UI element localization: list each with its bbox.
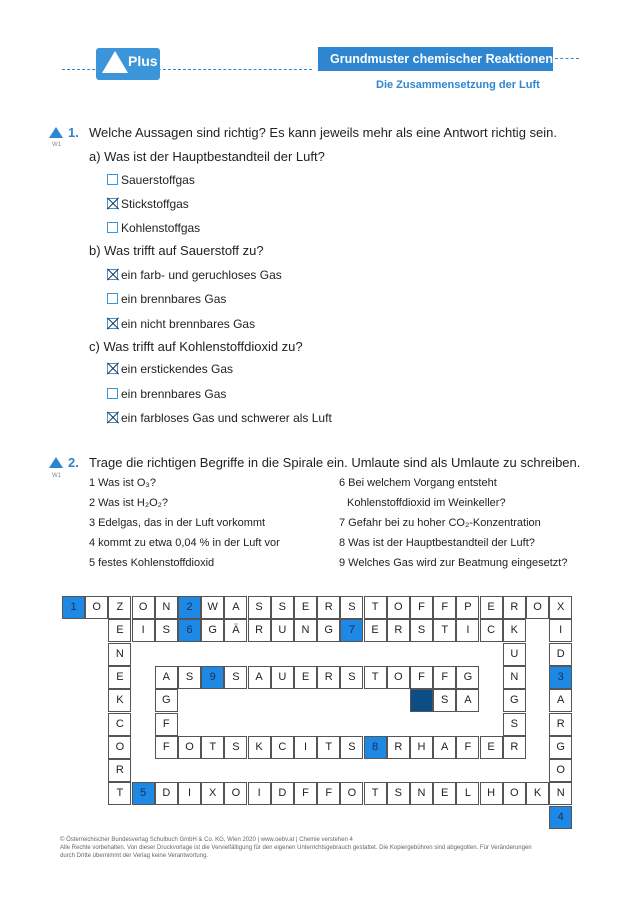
grid-cell[interactable]: O [387, 666, 410, 689]
task1-question: Welche Aussagen sind richtig? Es kann jeweils mehr als eine Antwort richtig sein. [89, 125, 557, 140]
checkbox-checked[interactable] [107, 198, 118, 209]
grid-cell[interactable]: F [155, 713, 178, 736]
grid-cell[interactable]: R [503, 736, 526, 759]
option-a1[interactable]: Sauerstoffgas [107, 173, 195, 187]
grid-cell[interactable]: X [549, 596, 572, 619]
grid-cell[interactable]: A [155, 666, 178, 689]
grid-cell[interactable]: D [155, 782, 178, 805]
grid-number-cell[interactable]: 2 [178, 596, 201, 619]
grid-number-cell[interactable]: 9 [201, 666, 224, 689]
grid-number-cell[interactable]: 6 [178, 619, 201, 642]
grid-number-cell[interactable]: 4 [549, 806, 572, 829]
grid-cell[interactable]: O [503, 782, 526, 805]
grid-cell[interactable]: C [271, 736, 294, 759]
grid-cell[interactable]: F [456, 736, 479, 759]
grid-cell[interactable]: G [456, 666, 479, 689]
grid-cell[interactable]: O [178, 736, 201, 759]
clue-7: 7 Gefahr bei zu hoher CO₂-Konzentration [339, 517, 541, 529]
checkbox[interactable] [107, 174, 118, 185]
grid-cell[interactable]: F [155, 736, 178, 759]
grid-cell[interactable]: S [340, 666, 363, 689]
grid-cell[interactable]: F [410, 596, 433, 619]
grid-cell[interactable]: O [549, 759, 572, 782]
grid-cell[interactable]: T [364, 596, 387, 619]
grid-cell[interactable]: O [224, 782, 247, 805]
grid-cell[interactable]: E [433, 782, 456, 805]
grid-cell[interactable]: X [201, 782, 224, 805]
grid-cell[interactable]: G [503, 689, 526, 712]
option-b1[interactable]: ein farb- und geruchloses Gas [107, 268, 282, 282]
grid-cell[interactable]: O [85, 596, 108, 619]
grid-number-cell[interactable]: 8 [364, 736, 387, 759]
grid-number-cell[interactable]: 3 [549, 666, 572, 689]
grid-dark-cell[interactable] [410, 689, 433, 712]
grid-cell[interactable]: D [549, 643, 572, 666]
option-a2[interactable]: Stickstoffgas [107, 197, 189, 211]
grid-cell[interactable]: N [108, 643, 131, 666]
grid-cell[interactable]: O [132, 596, 155, 619]
option-b2[interactable]: ein brennbares Gas [107, 292, 226, 306]
checkbox-checked[interactable] [107, 318, 118, 329]
grid-cell[interactable]: S [410, 619, 433, 642]
grid-cell[interactable]: R [387, 619, 410, 642]
triangle-logo-icon [102, 51, 128, 73]
grid-cell[interactable]: E [108, 666, 131, 689]
grid-cell[interactable]: N [503, 666, 526, 689]
option-c2[interactable]: ein brennbares Gas [107, 387, 226, 401]
question-b: b) Was trifft auf Sauerstoff zu? [89, 243, 264, 258]
grid-cell[interactable]: R [317, 596, 340, 619]
checkbox[interactable] [107, 388, 118, 399]
grid-cell[interactable]: T [317, 736, 340, 759]
task2-triangle-icon [49, 457, 63, 468]
grid-cell[interactable]: I [178, 782, 201, 805]
grid-cell[interactable]: E [294, 666, 317, 689]
clue-3: 3 Edelgas, das in der Luft vorkommt [89, 517, 266, 529]
grid-cell[interactable]: A [248, 666, 271, 689]
grid-cell[interactable]: I [456, 619, 479, 642]
grid-cell[interactable]: W [201, 596, 224, 619]
footer-line-2: Alle Rechte vorbehalten. Von dieser Druckvorlage ist die Vervielfältigung für den eigenen Unterrichtsgebrauch gestattet. Die Kopiergebühren sind abgegolten. Für Veränderungen [60, 845, 532, 851]
grid-cell[interactable]: O [526, 596, 549, 619]
task1-triangle-icon [49, 127, 63, 138]
footer-line-3: durch Dritte übernimmt der Verlag keine Verantwortung. [60, 853, 209, 859]
checkbox-checked[interactable] [107, 412, 118, 423]
grid-cell[interactable]: F [433, 596, 456, 619]
footer [60, 836, 580, 860]
grid-cell[interactable]: E [294, 596, 317, 619]
grid-cell[interactable]: S [224, 736, 247, 759]
grid-cell[interactable]: K [108, 689, 131, 712]
clue-6-cont: Kohlenstoffdioxid im Weinkeller? [347, 497, 506, 509]
grid-cell[interactable]: G [155, 689, 178, 712]
grid-cell[interactable]: U [271, 666, 294, 689]
footer-line-1: © Österreichischer Bundesverlag Schulbuch GmbH & Co. KG, Wien 2020 | www.oebv.at | Chemie verstehen 4 [60, 837, 353, 843]
clue-8: 8 Was ist der Hauptbestandteil der Luft? [339, 537, 535, 549]
grid-cell[interactable]: C [480, 619, 503, 642]
grid-cell[interactable]: F [294, 782, 317, 805]
checkbox-checked[interactable] [107, 269, 118, 280]
logo-text: Plus [128, 53, 158, 69]
question-a: a) Was ist der Hauptbestandteil der Luft? [89, 149, 325, 164]
option-c3[interactable]: ein farbloses Gas und schwerer als Luft [107, 411, 332, 425]
grid-cell[interactable]: A [549, 689, 572, 712]
grid-cell[interactable]: E [480, 736, 503, 759]
grid-cell[interactable]: I [549, 619, 572, 642]
grid-cell[interactable]: S [340, 736, 363, 759]
grid-cell[interactable]: N [155, 596, 178, 619]
grid-cell[interactable]: H [480, 782, 503, 805]
grid-cell[interactable]: G [317, 619, 340, 642]
grid-cell[interactable]: O [108, 736, 131, 759]
grid-cell[interactable]: E [108, 619, 131, 642]
question-c: c) Was trifft auf Kohlenstoffdioxid zu? [89, 339, 303, 354]
grid-cell[interactable]: S [433, 689, 456, 712]
grid-cell[interactable]: T [201, 736, 224, 759]
clue-4: 4 kommt zu etwa 0,04 % in der Luft vor [89, 537, 280, 549]
grid-cell[interactable]: F [317, 782, 340, 805]
grid-cell[interactable]: Ä [224, 619, 247, 642]
option-c1[interactable]: ein erstickendes Gas [107, 362, 233, 376]
grid-cell[interactable]: Z [108, 596, 131, 619]
clue-2: 2 Was ist H₂O₂? [89, 497, 169, 509]
grid-cell[interactable]: I [248, 782, 271, 805]
grid-number-cell[interactable]: 5 [132, 782, 155, 805]
grid-cell[interactable]: D [271, 782, 294, 805]
grid-cell[interactable]: R [549, 713, 572, 736]
grid-cell[interactable]: S [271, 596, 294, 619]
grid-cell[interactable]: O [340, 782, 363, 805]
grid-cell[interactable]: U [271, 619, 294, 642]
subchapter-title: Die Zusammensetzung der Luft [376, 79, 540, 91]
checkbox[interactable] [107, 293, 118, 304]
grid-cell[interactable]: T [433, 619, 456, 642]
grid-cell[interactable]: S [224, 666, 247, 689]
grid-cell[interactable]: R [387, 736, 410, 759]
grid-cell[interactable]: R [317, 666, 340, 689]
grid-cell[interactable]: K [248, 736, 271, 759]
grid-cell[interactable]: N [294, 619, 317, 642]
task1-tag: W1 [52, 142, 61, 148]
task2-question: Trage die richtigen Begriffe in die Spirale ein. Umlaute sind als Umlaute zu schreiben. [89, 455, 581, 470]
grid-cell[interactable]: R [108, 759, 131, 782]
grid-cell[interactable]: A [433, 736, 456, 759]
header-dash-right [555, 58, 579, 59]
grid-cell[interactable]: E [480, 596, 503, 619]
grid-cell[interactable]: R [248, 619, 271, 642]
option-b3[interactable]: ein nicht brennbares Gas [107, 317, 255, 331]
grid-cell[interactable]: S [387, 782, 410, 805]
grid-cell[interactable]: F [410, 666, 433, 689]
grid-cell[interactable]: A [456, 689, 479, 712]
grid-cell[interactable]: C [108, 713, 131, 736]
grid-cell[interactable]: P [456, 596, 479, 619]
task2-tag: W1 [52, 473, 61, 479]
grid-cell[interactable]: L [456, 782, 479, 805]
grid-cell[interactable]: S [503, 713, 526, 736]
checkbox-checked[interactable] [107, 363, 118, 374]
clue-5: 5 festes Kohlenstoffdioxid [89, 557, 215, 569]
option-a3[interactable]: Kohlenstoffgas [107, 221, 200, 235]
grid-cell[interactable]: E [364, 619, 387, 642]
clue-6: 6 Bei welchem Vorgang entsteht [339, 477, 497, 489]
grid-cell[interactable]: T [108, 782, 131, 805]
grid-cell[interactable]: S [155, 619, 178, 642]
clue-1: 1 Was ist O₃? [89, 477, 157, 489]
grid-cell[interactable]: K [526, 782, 549, 805]
grid-cell[interactable]: O [387, 596, 410, 619]
task1-number: 1. [68, 125, 79, 140]
checkbox[interactable] [107, 222, 118, 233]
grid-cell[interactable]: N [549, 782, 572, 805]
grid-cell[interactable]: T [364, 666, 387, 689]
grid-cell[interactable]: F [433, 666, 456, 689]
grid-cell[interactable]: H [410, 736, 433, 759]
grid-cell[interactable]: S [178, 666, 201, 689]
grid-cell[interactable]: R [503, 596, 526, 619]
grid-cell[interactable]: K [503, 619, 526, 642]
grid-cell[interactable]: I [294, 736, 317, 759]
grid-cell[interactable]: I [132, 619, 155, 642]
grid-cell[interactable]: N [410, 782, 433, 805]
grid-cell[interactable]: G [549, 736, 572, 759]
chapter-title: Grundmuster chemischer Reaktionen [330, 52, 553, 66]
grid-cell[interactable]: G [201, 619, 224, 642]
grid-cell[interactable]: T [364, 782, 387, 805]
grid-cell[interactable]: S [248, 596, 271, 619]
grid-cell[interactable]: S [340, 596, 363, 619]
grid-cell[interactable]: U [503, 643, 526, 666]
grid-cell[interactable]: A [224, 596, 247, 619]
grid-number-cell[interactable]: 7 [340, 619, 363, 642]
clue-9: 9 Welches Gas wird zur Beatmung eingesetzt? [339, 557, 568, 569]
task2-number: 2. [68, 455, 79, 470]
grid-number-cell[interactable]: 1 [62, 596, 85, 619]
